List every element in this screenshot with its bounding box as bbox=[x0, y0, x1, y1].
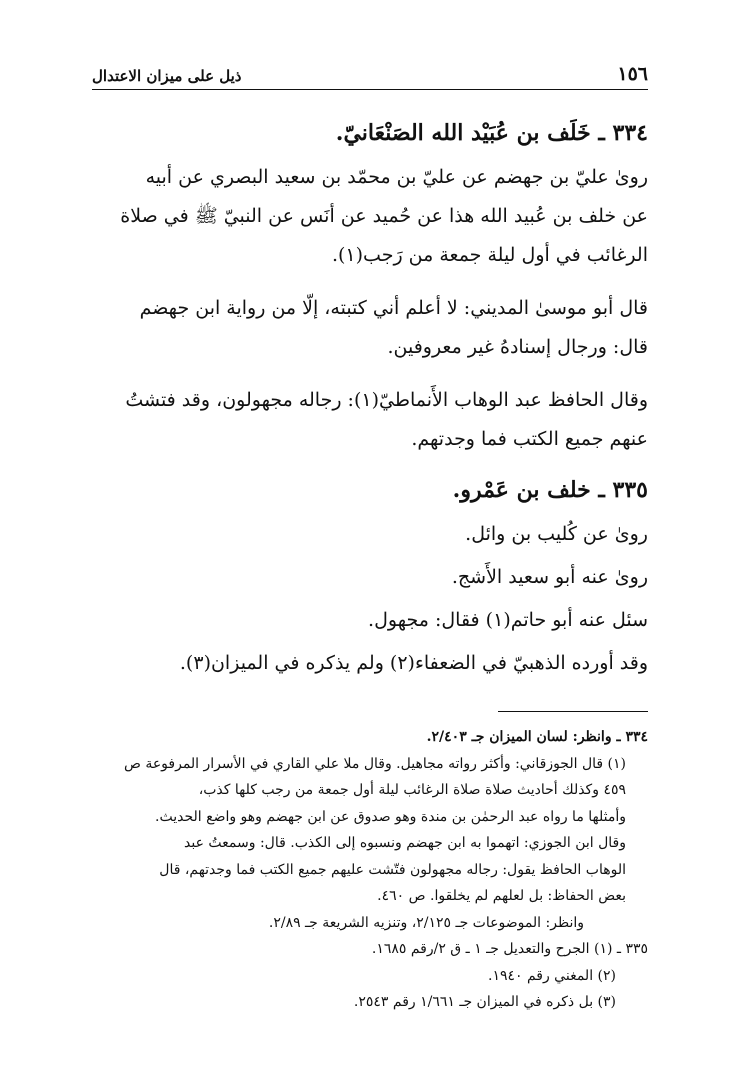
page-number: ١٥٦ bbox=[617, 63, 648, 85]
text-line: قال أبو موسىٰ المديني: لا أعلم أني كتبته، إلّا من رواية ابن جهضم bbox=[139, 297, 648, 319]
text-line: قال: ورجال إسنادهُ غير معروفين. bbox=[387, 336, 648, 358]
footnote-line: وقال ابن الجوزي: اتهموا به ابن جهضم ونسبوه إلى الكذب. قال: وسمعتُ عبد bbox=[184, 835, 626, 851]
page-header bbox=[92, 60, 648, 90]
entry-334-paragraph-1 bbox=[92, 158, 648, 275]
footnotes bbox=[92, 724, 648, 1016]
main-text bbox=[92, 116, 648, 689]
footnote-line: (١) قال الجوزقاني: وأكثر رواته مجاهيل. وقال ملا علي القاري في الأسرار المرفوعة ص bbox=[123, 755, 626, 772]
footnote-335-line: (٢) المغني رقم ١٩٤٠. bbox=[487, 967, 616, 984]
text-line: سئل عنه أبو حاتم(١) فقال: مجهول. bbox=[368, 609, 648, 631]
footnote-line: الوهاب الحافظ يقول: رجاله مجهولون فتّشت عليهم جميع الكتب فما وجدتهم، قال bbox=[159, 861, 626, 878]
entry-334-paragraph-2 bbox=[92, 289, 648, 367]
text-line: روىٰ عليّ بن جهضم عن عليّ بن محمّد بن سعيد البصري عن أبيه bbox=[145, 166, 648, 188]
footnote-line: ٤٥٩ وكذلك أحاديث صلاة صلاة الرغائب ليلة أول جمعة من رجب كلها كذب، bbox=[198, 782, 626, 798]
footnote-separator bbox=[498, 711, 648, 712]
text-line: روىٰ عن كُليب بن وائل. bbox=[465, 523, 648, 545]
entry-334-paragraph-3 bbox=[92, 381, 648, 459]
entry-334-title: ٣٣٤ ـ خَلَف بن عُبَيْد الله الصَنْعَانيّ. bbox=[335, 120, 648, 146]
text-line: عن خلف بن عُبيد الله هذا عن حُميد عن أنَس عن النبيّ ﷺ في صلاة bbox=[120, 205, 648, 227]
text-line: عنهم جميع الكتب فما وجدتهم. bbox=[411, 428, 648, 450]
text-line: روىٰ عنه أبو سعيد الأَشج. bbox=[451, 566, 648, 588]
entry-335-title: ٣٣٥ ـ خلف بن عَمْرو. bbox=[452, 477, 648, 503]
text-line: وقال الحافظ عبد الوهاب الأَنماطيّ(١): رجاله مجهولون، وقد فتشتُ bbox=[125, 389, 648, 411]
text-line: وقد أورده الذهبيّ في الضعفاء(٢) ولم يذكره في الميزان(٣). bbox=[179, 652, 648, 674]
text-line: الرغائب في أول ليلة جمعة من رَجب(١). bbox=[331, 244, 648, 266]
footnote-334-ref: ٣٣٤ ـ وانظر: لسان الميزان جـ ٢/٤٠٣. bbox=[426, 729, 648, 745]
running-title: ذيل على ميزان الاعتدال bbox=[92, 67, 242, 85]
footnote-335-line: (٣) بل ذكره في الميزان جـ ١/٦٦١ رقم ٢٥٤٣. bbox=[353, 994, 616, 1010]
entry-335-body bbox=[92, 515, 648, 683]
footnote-line: وانظر: الموضوعات جـ ٢/١٢٥، وتنزيه الشريعة جـ ٢/٨٩. bbox=[268, 914, 584, 931]
footnote-line: بعض الحفاظ: بل لعلهم لم يخلقوا. ص ٤٦٠. bbox=[377, 888, 626, 904]
footnote-line: وأمثلها ما رواه عبد الرحمٰن بن مندة وهو صدوق عن ابن جهضم وهو واضع الحديث. bbox=[155, 808, 626, 825]
footnote-335-line: ٣٣٥ ـ (١) الجرح والتعديل جـ ١ ـ ق ٢/رقم ١٦٨٥. bbox=[371, 941, 648, 957]
